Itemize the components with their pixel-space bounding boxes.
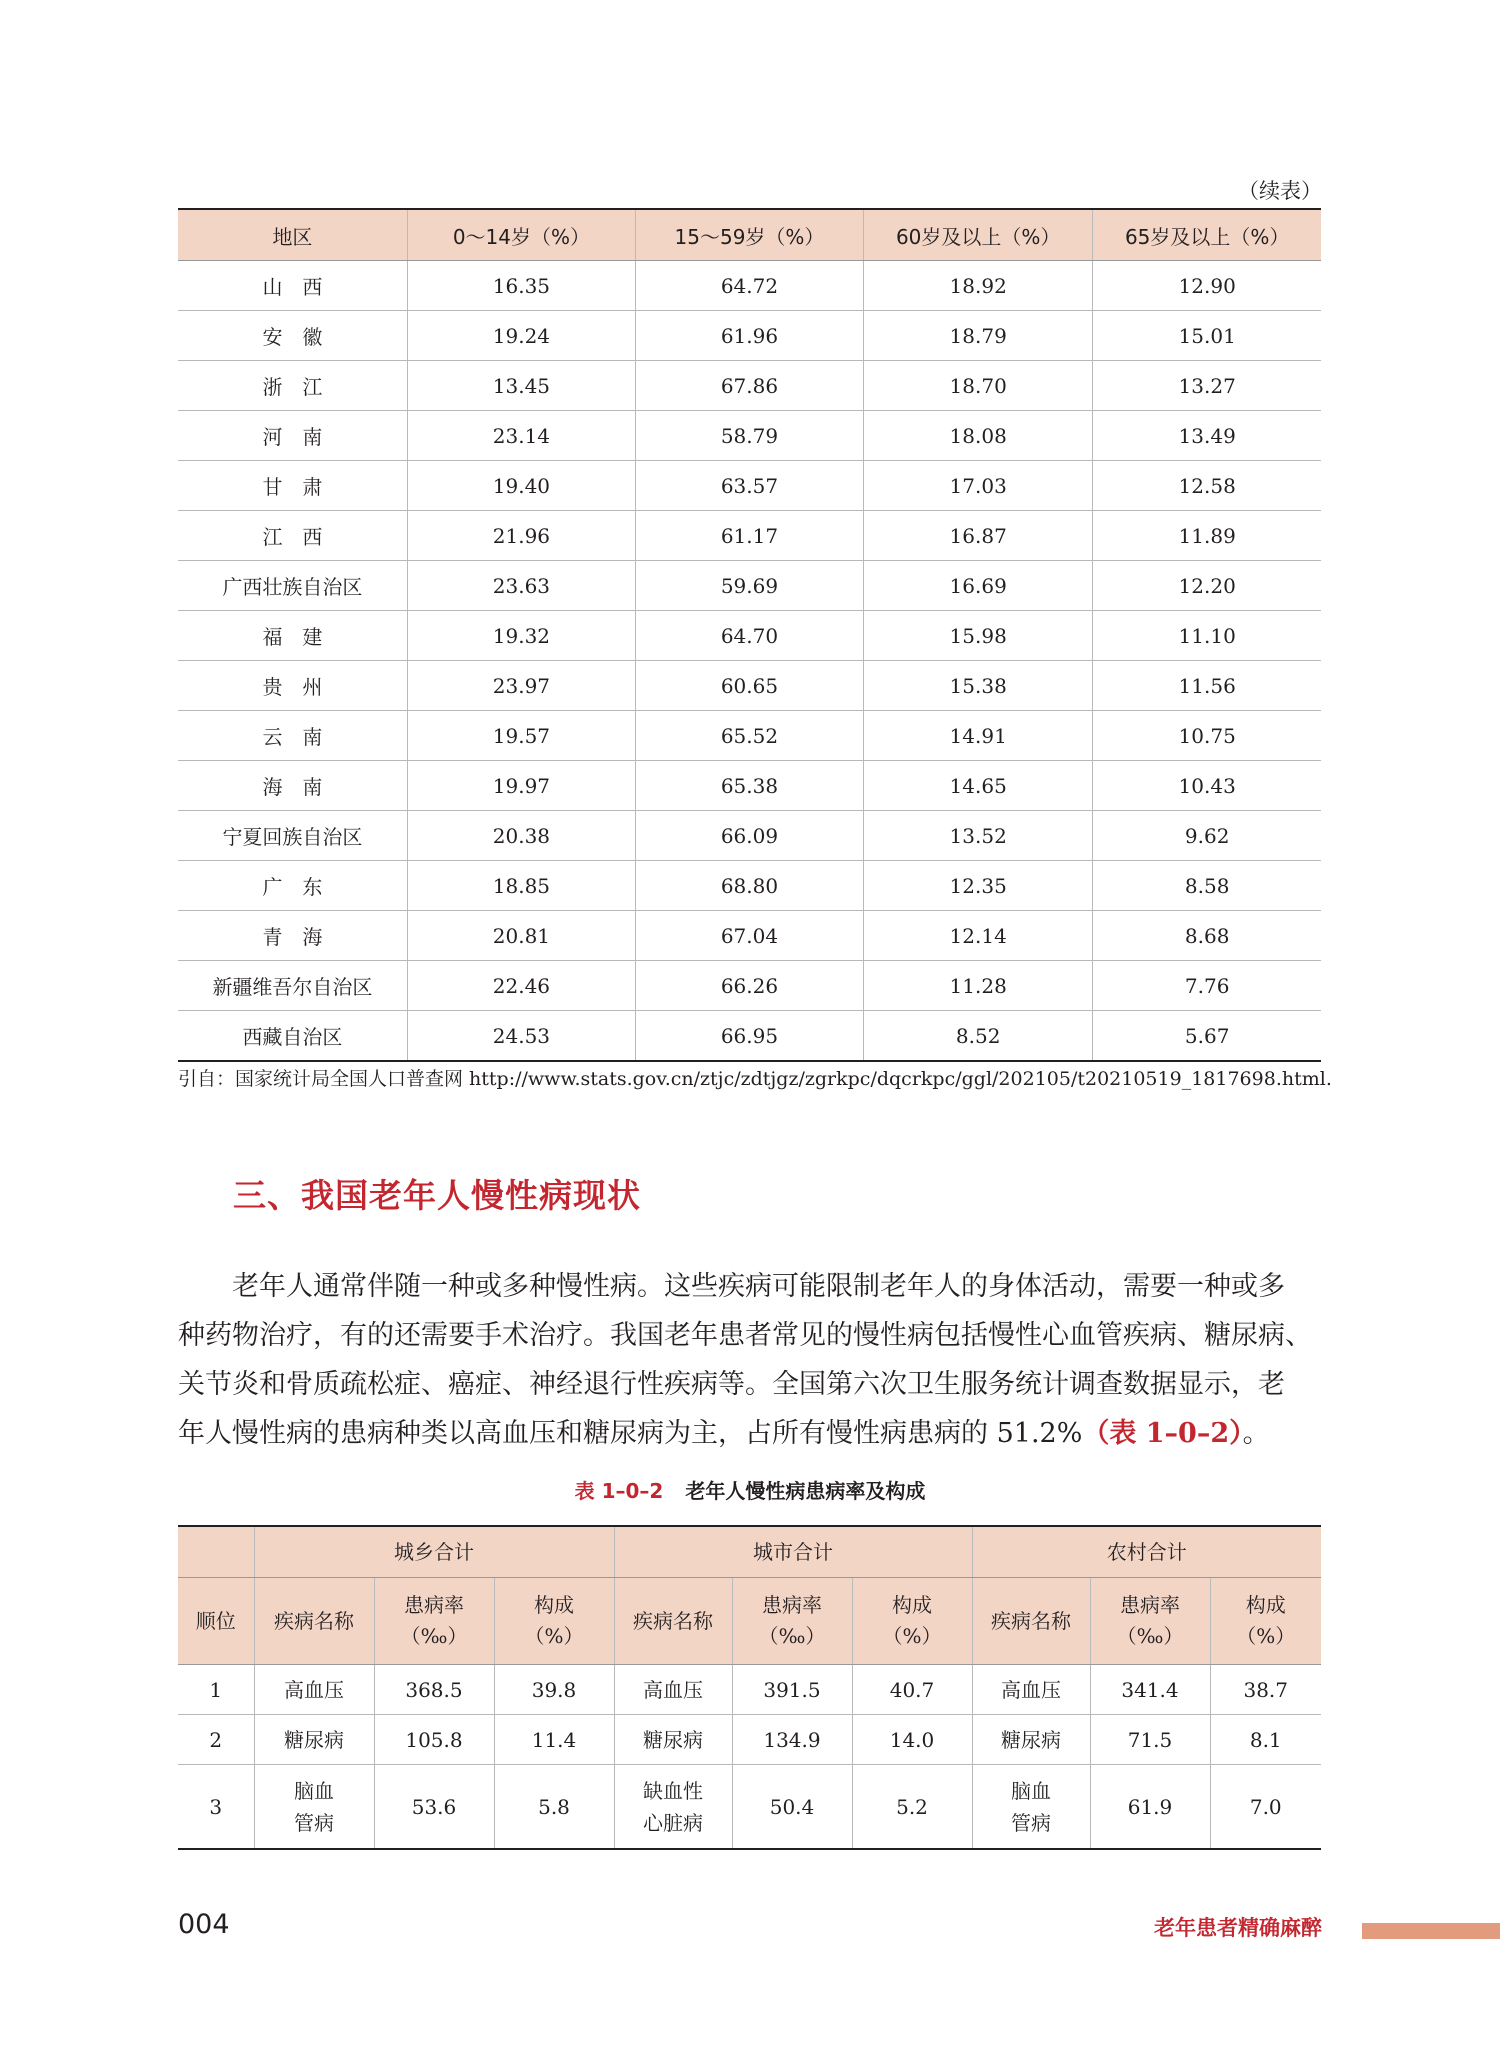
header-rate-label: 患病率 bbox=[762, 1593, 822, 1617]
cell-age-65-plus: 8.68 bbox=[1093, 911, 1321, 961]
cell-age-60-plus: 12.35 bbox=[864, 861, 1093, 911]
cell-age-0-14: 23.14 bbox=[407, 411, 635, 461]
cell-age-65-plus: 7.76 bbox=[1093, 961, 1321, 1011]
cell-region: 甘 肃 bbox=[178, 461, 407, 511]
header-rate-unit: （‰） bbox=[400, 1624, 468, 1648]
cell-region: 广西壮族自治区 bbox=[178, 561, 407, 611]
cell-age-65-plus: 10.75 bbox=[1093, 711, 1321, 761]
cell-age-65-plus: 11.56 bbox=[1093, 661, 1321, 711]
column-header-row bbox=[178, 1578, 1321, 1665]
cell-age-60-plus: 18.70 bbox=[864, 361, 1093, 411]
cell-age-0-14: 19.57 bbox=[407, 711, 635, 761]
cell-disease-line: 心脏病 bbox=[643, 1810, 703, 1835]
book-title: 老年患者精确麻醉 bbox=[1154, 1915, 1322, 1940]
header-disease: 疾病名称 bbox=[254, 1578, 374, 1665]
cell-age-65-plus: 10.43 bbox=[1093, 761, 1321, 811]
cell-region: 山 西 bbox=[178, 261, 407, 311]
cell-region: 云 南 bbox=[178, 711, 407, 761]
cell-age-15-59: 66.95 bbox=[635, 1011, 863, 1062]
cell-age-15-59: 67.04 bbox=[635, 911, 863, 961]
cell-age-0-14: 24.53 bbox=[407, 1011, 635, 1062]
table-row bbox=[178, 1715, 1321, 1765]
cell-region: 新疆维吾尔自治区 bbox=[178, 961, 407, 1011]
cell-composition: 5.2 bbox=[852, 1765, 972, 1850]
table-caption-title: 老年人慢性病患病率及构成 bbox=[685, 1479, 926, 1503]
table-header-row bbox=[178, 209, 1321, 261]
cell-region: 河 南 bbox=[178, 411, 407, 461]
table-reference-link[interactable]: （表 1–0–2） bbox=[1082, 1418, 1243, 1449]
cell-age-0-14: 20.38 bbox=[407, 811, 635, 861]
table-row bbox=[178, 761, 1321, 811]
cell-composition: 40.7 bbox=[852, 1665, 972, 1715]
cell-age-60-plus: 18.08 bbox=[864, 411, 1093, 461]
cell-rank: 3 bbox=[209, 1794, 223, 1819]
table-row bbox=[178, 611, 1321, 661]
cell-age-65-plus: 12.20 bbox=[1093, 561, 1321, 611]
cell-age-0-14: 23.97 bbox=[407, 661, 635, 711]
paragraph-line-text: 年人慢性病的患病种类以高血压和糖尿病为主，占所有慢性病患病的 51.2% bbox=[178, 1418, 1083, 1449]
cell-disease bbox=[972, 1765, 1090, 1850]
cell-region: 安 徽 bbox=[178, 311, 407, 361]
cell-rate: 61.9 bbox=[1090, 1765, 1210, 1850]
cell-age-0-14: 13.45 bbox=[407, 361, 635, 411]
table-caption-number: 表 1–0–2 bbox=[574, 1479, 664, 1503]
cell-rate: 53.6 bbox=[374, 1765, 494, 1850]
continued-label: （续表） bbox=[1238, 179, 1322, 203]
paragraph-line: 老年人通常伴随一种或多种慢性病。这些疾病可能限制老年人的身体活动，需要一种或多 bbox=[232, 1271, 1285, 1302]
cell-age-0-14: 16.35 bbox=[407, 261, 635, 311]
cell-age-60-plus: 14.65 bbox=[864, 761, 1093, 811]
cell-region: 海 南 bbox=[178, 761, 407, 811]
header-comp-unit: （%） bbox=[1236, 1624, 1296, 1648]
cell-age-0-14: 22.46 bbox=[407, 961, 635, 1011]
cell-composition: 11.4 bbox=[494, 1715, 614, 1765]
cell-region: 福 建 bbox=[178, 611, 407, 661]
table-row bbox=[178, 1765, 1321, 1850]
cell-age-0-14: 21.96 bbox=[407, 511, 635, 561]
cell-rate: 341.4 bbox=[1090, 1665, 1210, 1715]
cell-composition: 14.0 bbox=[852, 1715, 972, 1765]
cell-disease-line: 脑血 bbox=[1011, 1778, 1051, 1803]
cell-disease: 高血压 bbox=[972, 1665, 1090, 1715]
table-row bbox=[178, 361, 1321, 411]
cell-disease-line: 缺血性 bbox=[643, 1778, 703, 1803]
table-row bbox=[178, 911, 1321, 961]
cell-age-0-14: 19.40 bbox=[407, 461, 635, 511]
cell-disease bbox=[254, 1765, 374, 1850]
header-rank: 顺位 bbox=[178, 1578, 254, 1665]
cell-age-15-59: 67.86 bbox=[635, 361, 863, 411]
header-rate-label: 患病率 bbox=[404, 1593, 464, 1617]
header-comp-label: 构成 bbox=[534, 1593, 574, 1617]
cell-age-15-59: 68.80 bbox=[635, 861, 863, 911]
cell-disease-line: 管病 bbox=[1011, 1810, 1051, 1835]
cell-age-15-59: 60.65 bbox=[635, 661, 863, 711]
paragraph-end: 。 bbox=[1242, 1418, 1270, 1449]
population-age-table bbox=[178, 208, 1321, 1062]
cell-region: 浙 江 bbox=[178, 361, 407, 411]
cell-composition: 38.7 bbox=[1210, 1665, 1321, 1715]
cell-rate: 368.5 bbox=[374, 1665, 494, 1715]
cell-age-60-plus: 18.79 bbox=[864, 311, 1093, 361]
cell-rate: 105.8 bbox=[374, 1715, 494, 1765]
header-age-15-59: 15～59岁（%） bbox=[635, 209, 863, 261]
group-urban: 城市合计 bbox=[614, 1526, 972, 1578]
cell-age-65-plus: 12.58 bbox=[1093, 461, 1321, 511]
cell-rate: 134.9 bbox=[732, 1715, 852, 1765]
header-region: 地区 bbox=[178, 209, 407, 261]
cell-disease bbox=[614, 1765, 732, 1850]
cell-age-60-plus: 13.52 bbox=[864, 811, 1093, 861]
cell-disease: 高血压 bbox=[614, 1665, 732, 1715]
group-header-row bbox=[178, 1526, 1321, 1578]
cell-age-0-14: 19.32 bbox=[407, 611, 635, 661]
header-rate bbox=[374, 1578, 494, 1665]
table-row bbox=[178, 1665, 1321, 1715]
table-row bbox=[178, 411, 1321, 461]
cell-age-15-59: 66.09 bbox=[635, 811, 863, 861]
cell-age-15-59: 66.26 bbox=[635, 961, 863, 1011]
header-age-0-14: 0～14岁（%） bbox=[407, 209, 635, 261]
table-row bbox=[178, 261, 1321, 311]
header-comp-label: 构成 bbox=[892, 1593, 932, 1617]
cell-age-0-14: 18.85 bbox=[407, 861, 635, 911]
cell-age-15-59: 61.96 bbox=[635, 311, 863, 361]
cell-age-0-14: 20.81 bbox=[407, 911, 635, 961]
table-row bbox=[178, 711, 1321, 761]
header-composition bbox=[494, 1578, 614, 1665]
cell-age-15-59: 65.38 bbox=[635, 761, 863, 811]
cell-disease: 糖尿病 bbox=[254, 1715, 374, 1765]
cell-composition: 5.8 bbox=[494, 1765, 614, 1850]
header-disease: 疾病名称 bbox=[972, 1578, 1090, 1665]
cell-rate: 50.4 bbox=[732, 1765, 852, 1850]
cell-region: 广 东 bbox=[178, 861, 407, 911]
cell-composition: 39.8 bbox=[494, 1665, 614, 1715]
cell-age-15-59: 65.52 bbox=[635, 711, 863, 761]
body-paragraph bbox=[178, 1262, 1326, 1458]
cell-age-60-plus: 16.87 bbox=[864, 511, 1093, 561]
cell-age-15-59: 64.70 bbox=[635, 611, 863, 661]
table-caption bbox=[0, 1475, 1500, 1504]
cell-age-65-plus: 9.62 bbox=[1093, 811, 1321, 861]
header-comp-unit: （%） bbox=[524, 1624, 584, 1648]
group-urban-rural: 城乡合计 bbox=[254, 1526, 614, 1578]
cell-region: 贵 州 bbox=[178, 661, 407, 711]
cell-age-15-59: 61.17 bbox=[635, 511, 863, 561]
paragraph-line: 关节炎和骨质疏松症、癌症、神经退行性疾病等。全国第六次卫生服务统计调查数据显示，老 bbox=[178, 1369, 1285, 1400]
cell-disease-line: 脑血 bbox=[294, 1778, 334, 1803]
cell-region: 西藏自治区 bbox=[242, 1025, 343, 1049]
cell-age-65-plus: 11.10 bbox=[1093, 611, 1321, 661]
header-age-60-plus: 60岁及以上（%） bbox=[864, 209, 1093, 261]
cell-age-15-59: 58.79 bbox=[635, 411, 863, 461]
cell-composition: 7.0 bbox=[1210, 1765, 1321, 1850]
header-age-65-plus: 65岁及以上（%） bbox=[1093, 209, 1321, 261]
header-rate bbox=[1090, 1578, 1210, 1665]
cell-rate: 71.5 bbox=[1090, 1715, 1210, 1765]
cell-age-65-plus: 13.49 bbox=[1093, 411, 1321, 461]
footer-accent-bar bbox=[1362, 1923, 1500, 1939]
table-row bbox=[178, 1011, 1321, 1062]
section-heading: 三、我国老年人慢性病现状 bbox=[233, 1176, 641, 1215]
cell-age-60-plus: 17.03 bbox=[864, 461, 1093, 511]
table-row bbox=[178, 461, 1321, 511]
cell-age-0-14: 23.63 bbox=[407, 561, 635, 611]
cell-region: 江 西 bbox=[178, 511, 407, 561]
cell-age-60-plus: 16.69 bbox=[864, 561, 1093, 611]
cell-age-15-59: 64.72 bbox=[635, 261, 863, 311]
cell-region: 宁夏回族自治区 bbox=[178, 811, 407, 861]
cell-rate: 391.5 bbox=[732, 1665, 852, 1715]
cell-age-65-plus: 15.01 bbox=[1093, 311, 1321, 361]
cell-age-65-plus: 8.58 bbox=[1093, 861, 1321, 911]
cell-age-0-14: 19.97 bbox=[407, 761, 635, 811]
cell-rank: 2 bbox=[178, 1715, 254, 1765]
table-row bbox=[178, 311, 1321, 361]
header-comp-label: 构成 bbox=[1245, 1593, 1286, 1617]
cell-composition: 8.1 bbox=[1210, 1715, 1321, 1765]
cell-region: 青 海 bbox=[178, 911, 407, 961]
cell-age-15-59: 59.69 bbox=[635, 561, 863, 611]
table-row bbox=[178, 561, 1321, 611]
table-body bbox=[178, 261, 1321, 1062]
table-row bbox=[178, 961, 1321, 1011]
header-rate-unit: （‰） bbox=[1116, 1624, 1184, 1648]
cell-age-65-plus: 12.90 bbox=[1093, 261, 1321, 311]
cell-disease: 糖尿病 bbox=[614, 1715, 732, 1765]
table-row bbox=[178, 861, 1321, 911]
cell-age-65-plus: 5.67 bbox=[1093, 1011, 1321, 1062]
table-row bbox=[178, 811, 1321, 861]
header-comp-unit: （%） bbox=[882, 1624, 942, 1648]
header-disease: 疾病名称 bbox=[614, 1578, 732, 1665]
cell-disease: 糖尿病 bbox=[972, 1715, 1090, 1765]
cell-disease-line: 管病 bbox=[294, 1810, 334, 1835]
page-number: 004 bbox=[178, 1909, 230, 1940]
header-composition bbox=[1210, 1578, 1321, 1665]
header-blank bbox=[178, 1526, 254, 1578]
cell-age-60-plus: 14.91 bbox=[864, 711, 1093, 761]
header-rate bbox=[732, 1578, 852, 1665]
source-citation: 引自：国家统计局全国人口普查网 http://www.stats.gov.cn/ztjc/zdtjgz/zgrkpc/dqcrkpc/ggl/202105/t20210519_1817698.html. bbox=[178, 1068, 1332, 1090]
group-rural: 农村合计 bbox=[972, 1526, 1321, 1578]
header-rate-unit: （‰） bbox=[758, 1624, 826, 1648]
cell-age-60-plus: 8.52 bbox=[864, 1011, 1093, 1062]
paragraph-line bbox=[178, 1409, 1326, 1458]
cell-age-60-plus: 15.38 bbox=[864, 661, 1093, 711]
cell-age-60-plus: 12.14 bbox=[864, 911, 1093, 961]
cell-age-15-59: 63.57 bbox=[635, 461, 863, 511]
cell-disease: 高血压 bbox=[254, 1665, 374, 1715]
table-row bbox=[178, 511, 1321, 561]
chronic-disease-table bbox=[178, 1525, 1321, 1850]
cell-age-60-plus: 15.98 bbox=[864, 611, 1093, 661]
cell-age-65-plus: 11.89 bbox=[1093, 511, 1321, 561]
paragraph-line: 种药物治疗，有的还需要手术治疗。我国老年患者常见的慢性病包括慢性心血管疾病、糖尿病、 bbox=[178, 1320, 1312, 1351]
cell-rank: 1 bbox=[178, 1665, 254, 1715]
header-composition bbox=[852, 1578, 972, 1665]
header-rate-label: 患病率 bbox=[1120, 1593, 1180, 1617]
cell-age-65-plus: 13.27 bbox=[1093, 361, 1321, 411]
table-row bbox=[178, 661, 1321, 711]
cell-age-0-14: 19.24 bbox=[407, 311, 635, 361]
cell-age-60-plus: 11.28 bbox=[864, 961, 1093, 1011]
cell-age-60-plus: 18.92 bbox=[864, 261, 1093, 311]
